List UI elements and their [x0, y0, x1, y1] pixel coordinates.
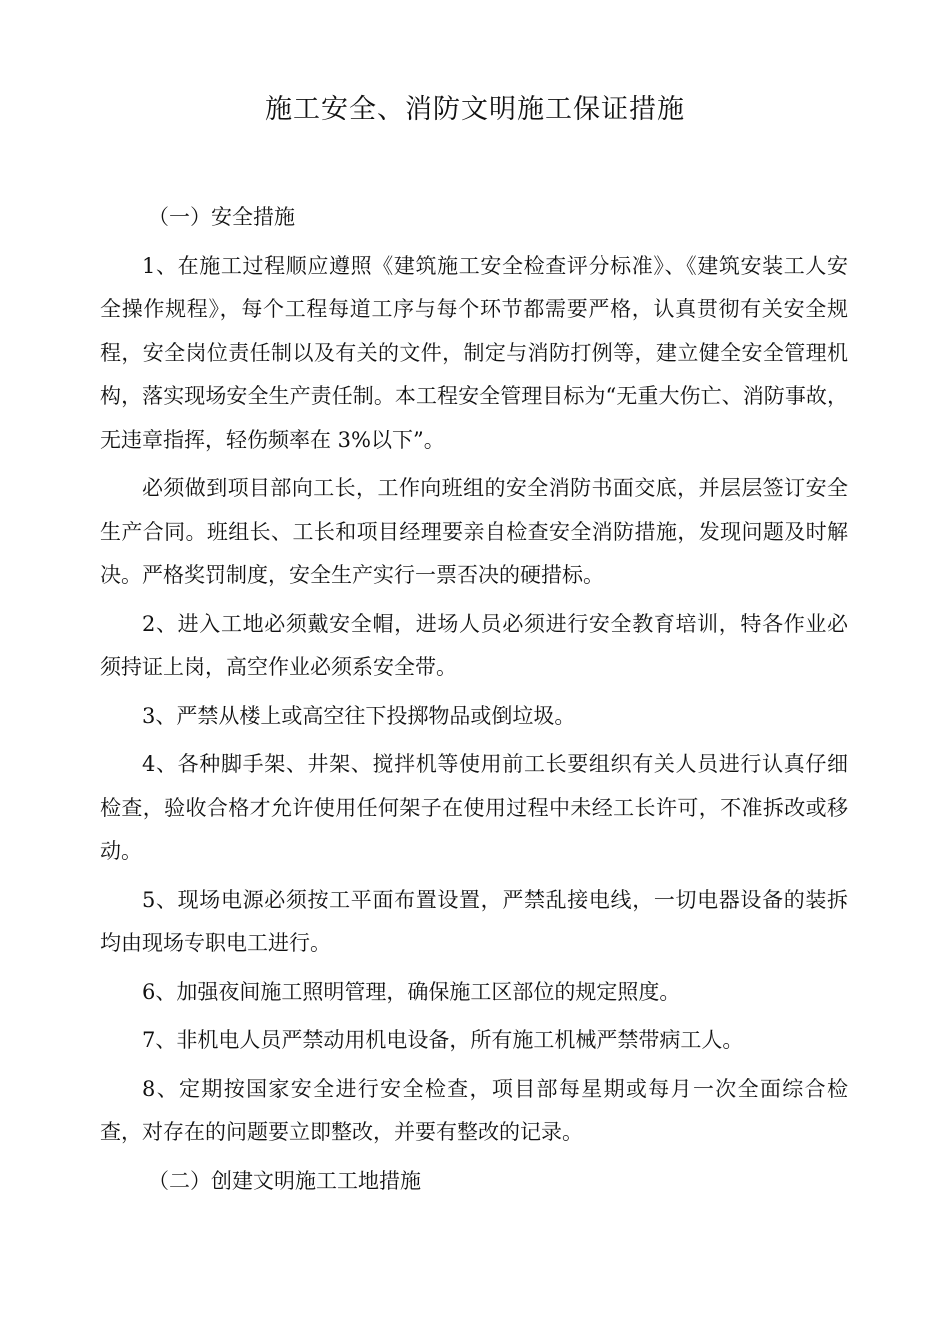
paragraph-safety-disclosure: 必须做到项目部向工长，工作向班组的安全消防书面交底，并层层签订安全生产合同。班组长、工长和项目经理要亲自检查安全消防措施，发现问题及时解决。严格奖罚制度，安全生产实行一票否决的硬措标。 — [100, 476, 848, 587]
paragraph-item-5: 5、现场电源必须按工平面布置设置，严禁乱接电线，一切电器设备的装拆均由现场专职电工进行。 — [100, 887, 848, 955]
paragraph-item-7: 7、非机电人员严禁动用机电设备，所有施工机械严禁带病工人。 — [142, 1028, 744, 1052]
paragraph-item-4: 4、各种脚手架、井架、搅拌机等使用前工长要组织有关人员进行认真仔细检查，验收合格才允许使用任何架子在使用过程中未经工长许可，不准拆改或移动。 — [100, 752, 848, 863]
document-body — [100, 196, 848, 1203]
paragraph-item-6: 6、加强夜间施工照明管理，确保施工区部位的规定照度。 — [142, 979, 681, 1004]
document-title: 施工安全、消防文明施工保证措施 — [265, 94, 685, 125]
section-heading-safety: （一）安全措施 — [148, 205, 295, 229]
paragraph-item-3: 3、严禁从楼上或高空往下投掷物品或倒垃圾。 — [142, 703, 576, 728]
paragraph-item-1: 1、在施工过程顺应遵照《建筑施工安全检查评分标准》、《建筑安装工人安全操作规程》，每个工程每道工序与每个环节都需要严格，认真贯彻有关安全规程，安全岗位责任制以及有关的文件，制定与消防打例等，建立健全安全管理机构，落实现场安全生产责任制。本工程安全管理目标为“无重大伤亡、消防事故，无违章指挥，轻伤频率在 3%以下”。 — [100, 253, 848, 452]
paragraph-item-8: 8、定期按国家安全进行安全检查，项目部每星期或每月一次全面综合检查，对存在的问题要立即整改，并要有整改的记录。 — [100, 1076, 848, 1144]
section-heading-civilized: （二）创建文明施工工地措施 — [148, 1168, 421, 1193]
paragraph-item-2: 2、进入工地必须戴安全帽，进场人员必须进行安全教育培训，特各作业必须持证上岗，高空作业必须系安全带。 — [100, 611, 848, 679]
